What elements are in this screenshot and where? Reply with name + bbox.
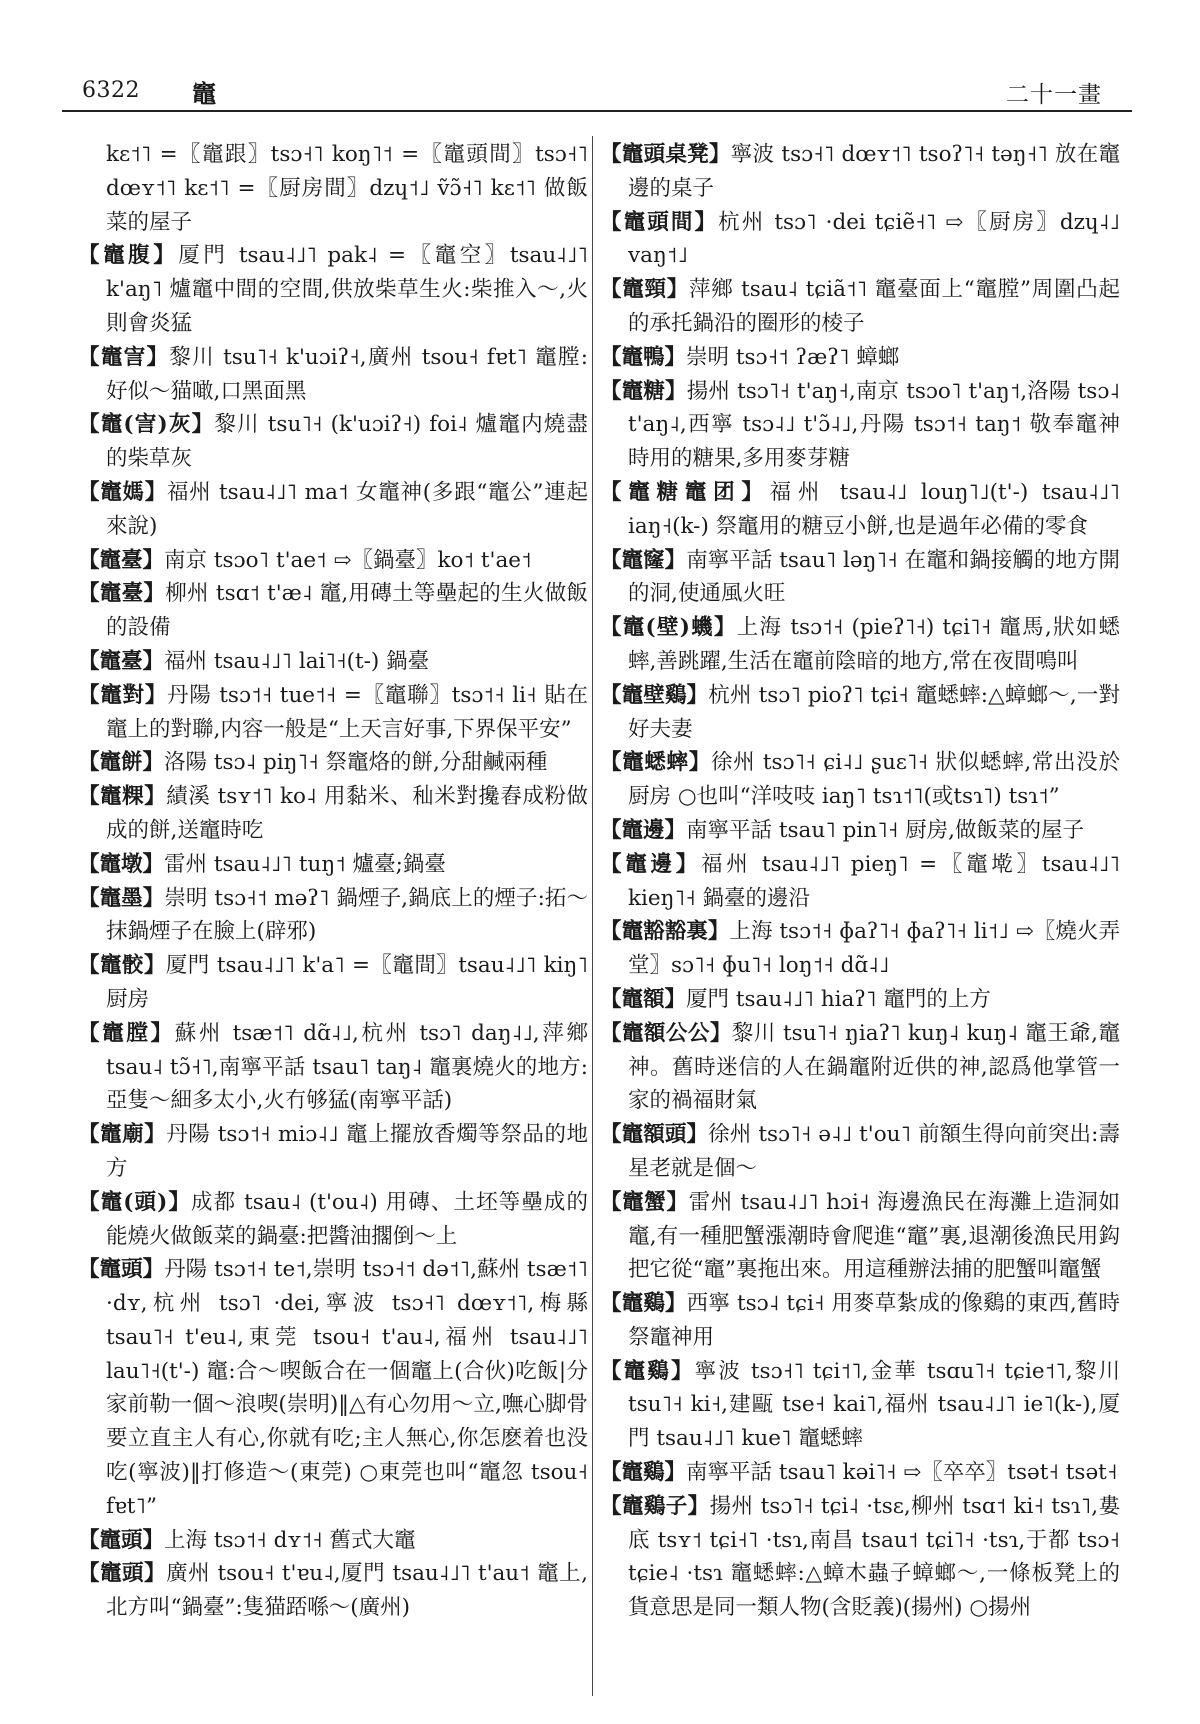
entry-headword: 【竈邊】 (600, 851, 701, 877)
entry-definition: 南寧平話 tsau˥ pin˥˧ 厨房,做飯菜的屋子 (686, 817, 1084, 843)
dictionary-entry (78, 408, 588, 476)
entry-headword: 【竈鴨】 (600, 344, 687, 370)
entry-definition: 厦門 tsau˨˩˥ k'a˥ =〖竈間〗tsau˨˩˥ kiŋ˥ 厨房 (106, 953, 588, 1012)
entry-definition: 福州 tsau˨˩˥ pieŋ˥ =〖竈墘〗tsau˨˩˥ kieŋ˥˧ 鍋臺的邊沿 (628, 851, 1120, 911)
left-column (78, 138, 588, 1625)
entry-headword: 【竈餅】 (78, 750, 165, 776)
entry-definition: kɛ˦˥ =〖竈跟〗tsɔ˧˥ koŋ˥˦ =〖竈頭間〗tsɔ˧˥ dœʏ˦˥ kɛ˦˥ =〖厨房間〗dzɥ˦˩ ṽɔ̃˧˥ kɛ˦˥ 做飯菜的屋子 (106, 142, 588, 235)
entry-definition: 南寧平話 tsau˥ kəi˥˧ ⇨〖卒卒〗tsət˧ tsət˧ (686, 1460, 1118, 1486)
dictionary-entry (600, 679, 1120, 747)
dictionary-entry (78, 341, 588, 409)
entry-definition: 丹陽 tsɔ˦˧ tue˦˧ =〖竈聯〗tsɔ˦˧ li˧ 貼在竈上的對聯,内容一般是“上天言好事,下界保平安” (106, 682, 588, 742)
dictionary-entry (600, 1355, 1120, 1456)
entry-headword: 【竈(壁)蟣】 (600, 615, 737, 641)
dictionary-entry (600, 1287, 1120, 1355)
dictionary-entry (600, 544, 1120, 612)
entry-headword: 【竈邊】 (600, 817, 687, 843)
entry-definition: 雷州 tsau˨˩˥ tuŋ˦ 爐臺;鍋臺 (164, 851, 446, 877)
entry-definition: 萍鄉 tsau˨ tɕiã˦˥ 竈臺面上“竈膛”周圍凸起的承托鍋沿的圈形的棱子 (628, 277, 1120, 336)
entry-headword: 【竈鷄】 (600, 1460, 687, 1486)
entry-headword: 【竈臺】 (78, 581, 166, 607)
entry-definition: 黎川 tsu˥˧ ŋiaʔ˥ kuŋ˨ kuŋ˨ 竈王爺,竈神。舊時迷信的人在鍋竈附近供的神,認爲他掌管一家的禍福財氣 (628, 1020, 1120, 1114)
dictionary-entry (600, 1118, 1120, 1186)
entry-headword: 【竈墨】 (78, 885, 165, 911)
entry-headword: 【竈粿】 (78, 784, 167, 810)
entry-headword: 【竈臺】 (78, 547, 165, 573)
dictionary-entry (600, 138, 1120, 206)
dictionary-entry (78, 882, 588, 950)
entry-definition: 上海 tsɔ˦˧ (pieʔ˥˧) tɕi˥˧ 竈馬,狀如蟋蟀,善跳躍,生活在竈前陰暗的地方,常在夜間鳴叫 (628, 615, 1120, 674)
entry-definition: 寧波 tsɔ˧˥ tɕi˦˥,金華 tsɑu˥˧ tɕie˦˥,黎川 tsu˥˧ ki˧,建甌 tse˧ kai˥,福州 tsau˨˩˥ ie˥(k-),厦門 tsau˨˩˥ kue˥ 竈蟋蟀 (628, 1358, 1120, 1452)
entry-definition: 福州 tsau˨˩˥ ma˦ 女竈神(多跟“竈公”連起來說) (106, 479, 588, 539)
entry-definition: 厦門 tsau˨˩˥ hiaʔ˥ 竈門的上方 (686, 986, 991, 1012)
entry-headword: 【竈鷄】 (600, 1358, 695, 1384)
entry-definition: 揚州 tsɔ˥˧ t'aŋ˧,南京 tsɔo˥ t'aŋ˦,洛陽 tsɔ˨ t'aŋ˨,西寧 tsɔ˨˩ t'ɔ̃˨˩,丹陽 tsɔ˦˧ taŋ˦ 敬奉竈神時用的糖果,多用麥芽糖 (628, 378, 1120, 472)
entry-headword: 【竈蟹】 (600, 1189, 689, 1215)
dictionary-entry (78, 679, 588, 747)
dictionary-entry (600, 1017, 1120, 1118)
entry-definition: 上海 tsɔ˦˧ ɸaʔ˥˧ ɸaʔ˥˧ li˦˩ ⇨〖燒火弄堂〗sɔ˥˧ ɸu˥˧ loŋ˦˧ dɑ̃˨˩ (628, 919, 1120, 979)
entry-headword: 【竈鷄】 (600, 1291, 687, 1317)
entry-headword: 【竈膛】 (78, 1020, 175, 1046)
entry-definition: 福州 tsau˨˩ louŋ˥˩(t'-) tsau˨˩˥ iaŋ˧(k-) 祭竈用的糖豆小餅,也是過年必備的零食 (628, 479, 1120, 539)
entry-headword: 【竈頭】 (78, 1527, 165, 1553)
entry-headword: 【竈豁豁裏】 (600, 919, 730, 945)
dictionary-entry (600, 1456, 1120, 1490)
entry-headword: 【竈額】 (600, 986, 687, 1012)
dictionary-entry (78, 1524, 588, 1558)
dictionary-entry (78, 645, 588, 679)
dictionary-entry (78, 780, 588, 848)
page-header (62, 74, 1132, 112)
entry-definition: 西寧 tsɔ˨ tɕi˧ 用麥草紮成的像鷄的東西,舊時祭竈神用 (628, 1291, 1120, 1350)
entry-definition: 寧波 tsɔ˧˥ dœʏ˦˥ tsoʔ˥˧ təŋ˧˥ 放在竈邊的桌子 (628, 142, 1120, 201)
dictionary-entry (600, 1186, 1120, 1287)
dictionary-entry (600, 814, 1120, 848)
entry-definition: 柳州 tsɑ˦ t'æ˨ 竈,用磚土等壘起的生火做飯的設備 (106, 581, 588, 641)
entry-headword: 【竈頭桌凳】 (600, 142, 731, 167)
entry-definition: 厦門 tsau˨˩˥ pak˨ =〖竈空〗tsau˨˩˥ k'aŋ˥ 爐竈中間的空間,供放柴草生火:柴推入～,火則會炎猛 (106, 243, 588, 336)
entry-definition: 福州 tsau˨˩˥ lai˥˧(t-) 鍋臺 (164, 648, 430, 674)
page-number: 6322 (82, 78, 140, 103)
entry-headword: 【竈廟】 (78, 1122, 167, 1148)
entry-headword: 【竈壁鷄】 (600, 682, 709, 708)
dictionary-entry (600, 476, 1120, 544)
entry-headword: 【竈(頭)】 (78, 1189, 191, 1215)
entry-headword: 【竈頭】 (78, 1561, 167, 1587)
dictionary-entry (600, 341, 1120, 375)
entry-definition: 崇明 tsɔ˧˦ ʔæʔ˥ 蟑螂 (686, 344, 900, 370)
entry-definition: 杭州 tsɔ˥ pioʔ˥ tɕi˧ 竈蟋蟀:△蟑螂～,一對好夫妻 (628, 682, 1120, 742)
dictionary-entry (78, 848, 588, 882)
dictionary-entry (600, 848, 1120, 916)
entry-headword: 【竈鷄子】 (600, 1493, 710, 1519)
entry-headword: 【竈額頭】 (600, 1122, 709, 1148)
entry-definition: 上海 tsɔ˦˧ dʏ˦˧ 舊式大竈 (164, 1527, 416, 1553)
dictionary-entry (78, 1186, 588, 1254)
entry-headword: 【竈墩】 (78, 851, 165, 877)
right-column (600, 138, 1120, 1625)
entry-definition: 杭州 tsɔ˥ ·dei tɕiẽ˧˥ ⇨〖厨房〗dzɥ˨˩ vaŋ˦˩ (628, 209, 1120, 269)
dictionary-entry (78, 476, 588, 544)
dictionary-entry (600, 746, 1120, 814)
entry-headword: 【竈額公公】 (600, 1020, 732, 1046)
dictionary-entry (78, 949, 588, 1017)
entry-definition: 黎川 tsu˥˧ (k'uɔiʔ˧) foi˨ 爐竈内燒盡的柴草灰 (106, 412, 588, 472)
entry-headword: 【竈骹】 (78, 953, 166, 979)
entry-definition: 廣州 tsou˧ t'ɐu˨,厦門 tsau˨˩˥ t'au˦ 竈上,北方叫“鍋臺”:隻猫踎喺～(廣州) (106, 1561, 588, 1621)
dictionary-entry (78, 239, 588, 340)
entry-definition: 徐州 tsɔ˥˧ ə˨˩ t'ou˥ 前額生得向前突出:壽星老就是個～ (628, 1122, 1120, 1181)
dictionary-entry (600, 611, 1120, 679)
dictionary-entry (78, 746, 588, 780)
header-stroke-count: 二十一畫 (1006, 82, 1102, 108)
entry-headword: 【竈糖竈团】 (600, 479, 770, 505)
dictionary-entry (78, 1253, 588, 1523)
header-character: 竈 (192, 79, 216, 108)
entry-headword: 【竈(㝘)灰】 (78, 412, 215, 438)
dictionary-entry (78, 544, 588, 578)
entry-headword: 【竈對】 (78, 682, 168, 708)
entry-definition: 徐州 tsɔ˥˧ ɕi˨˩ ʂuɛ˥˧ 狀似蟋蟀,常出没於厨房 ○也叫“洋吱吱 iaŋ˥ tsɿ˦˥(或tsɿ˥) tsɿ˦” (628, 750, 1120, 810)
dictionary-entry (600, 983, 1120, 1017)
dictionary-entry (78, 138, 588, 239)
entry-definition: 成都 tsau˨ (t'ou˨) 用磚、土坯等壘成的能燒火做飯菜的鍋臺:把醬油擱倒～上 (106, 1189, 588, 1249)
dictionary-entry (78, 1017, 588, 1118)
entry-headword: 【竈蟋蟀】 (600, 750, 711, 776)
entry-definition: 蘇州 tsæ˦˥ dɑ̃˨˩,杭州 tsɔ˥ daŋ˨˩,萍鄉 tsau˨ tɔ̃˧˥,南寧平話 tsau˥ taŋ˨ 竈裏燒火的地方:亞隻～細多太小,火冇够猛(南寧平話) (106, 1020, 588, 1114)
entry-headword: 【竈糖】 (600, 378, 687, 404)
entry-headword: 【竈窿】 (600, 547, 687, 573)
dictionary-entry (78, 1118, 588, 1186)
entry-definition: 揚州 tsɔ˥˧ tɕi˨ ·tsɛ,柳州 tsɑ˦ ki˧ tsɿ˥,婁底 tsʏ˦ tɕi˧˥ ·tsɿ,南昌 tsau˦ tɕi˥˧ ·tsɿ,于都 tsɔ˧ tɕie˨ ·tsɿ 竈蟋蟀:△蟑木蟲子蟑螂～,一條板凳上的貨意思是同一類人物(含貶義)(揚州) ○揚州 (628, 1493, 1120, 1621)
entry-definition: 雷州 tsau˨˩˥ hɔi˧ 海邊漁民在海灘上造洞如竈,有一種肥蟹漲潮時會爬進“竈”裏,退潮後漁民用鈎把它從“竈”裏拖出來。用這種辦法捕的肥蟹叫竈蟹 (628, 1189, 1120, 1283)
entry-definition: 南寧平話 tsau˥ ləŋ˥˧ 在竈和鍋接觸的地方開的洞,使通風火旺 (628, 547, 1120, 607)
entry-definition: 崇明 tsɔ˧˦ məʔ˥ 鍋煙子,鍋底上的煙子:拓～抹鍋煙子在臉上(辟邪) (106, 885, 588, 945)
entry-definition: 績溪 tsʏ˦˥ ko˨ 用黏米、秈米對攙舂成粉做成的餅,送竈時吃 (106, 784, 588, 843)
entry-definition: 丹陽 tsɔ˦˧ te˦,崇明 tsɔ˧˦ də˦˥,蘇州 tsæ˦˥ ·dʏ,杭州 tsɔ˥ ·dei,寧波 tsɔ˧˥ dœʏ˦˥,梅縣 tsau˥˧ t'eu˨,東莞 tsou˧ t'au˨,福州 tsau˨˩˥ lau˥˧(t'-) 竈:合～喫飯合在一個竈上(合伙)吃飯|分家前勒一個～浪喫(崇明)‖△有心勿用～立,嘸心脚骨要立直主人有心,你就有吃;主人無心,你怎麽着也没吃(寧波)‖打修造～(東莞) ○東莞也叫“竈忽 tsou˧ fɐt˥” (106, 1257, 588, 1519)
entry-definition: 黎川 tsu˥˧ k'uɔiʔ˧,廣州 tsou˧ fɐt˥ 竈膛:好似～猫噉,口黑面黑 (106, 344, 588, 404)
entry-headword: 【竈頭】 (78, 1257, 165, 1283)
column-divider (592, 136, 593, 1696)
entry-headword: 【竈媽】 (78, 479, 167, 505)
entry-definition: 丹陽 tsɔ˦˧ miɔ˨˩ 竈上擺放香燭等祭品的地方 (106, 1122, 588, 1181)
entry-headword: 【竈腹】 (78, 243, 179, 269)
dictionary-entry (78, 577, 588, 645)
dictionary-entry (600, 1490, 1120, 1625)
dictionary-entry (600, 206, 1120, 274)
entry-headword: 【竈頭間】 (600, 209, 719, 235)
entry-definition: 洛陽 tsɔ˨ piŋ˥˧ 祭竈烙的餅,分甜鹹兩種 (164, 750, 548, 776)
entry-headword: 【竈頸】 (600, 277, 689, 303)
entry-headword: 【竈㝘】 (78, 344, 170, 370)
dictionary-entry (78, 1557, 588, 1625)
dictionary-entry (600, 915, 1120, 983)
entry-definition: 南京 tsɔo˥ t'ae˦ ⇨〖鍋臺〗ko˦ t'ae˦ (164, 547, 532, 573)
dictionary-entry (600, 273, 1120, 341)
dictionary-entry (600, 375, 1120, 476)
entry-headword: 【竈臺】 (78, 648, 165, 674)
